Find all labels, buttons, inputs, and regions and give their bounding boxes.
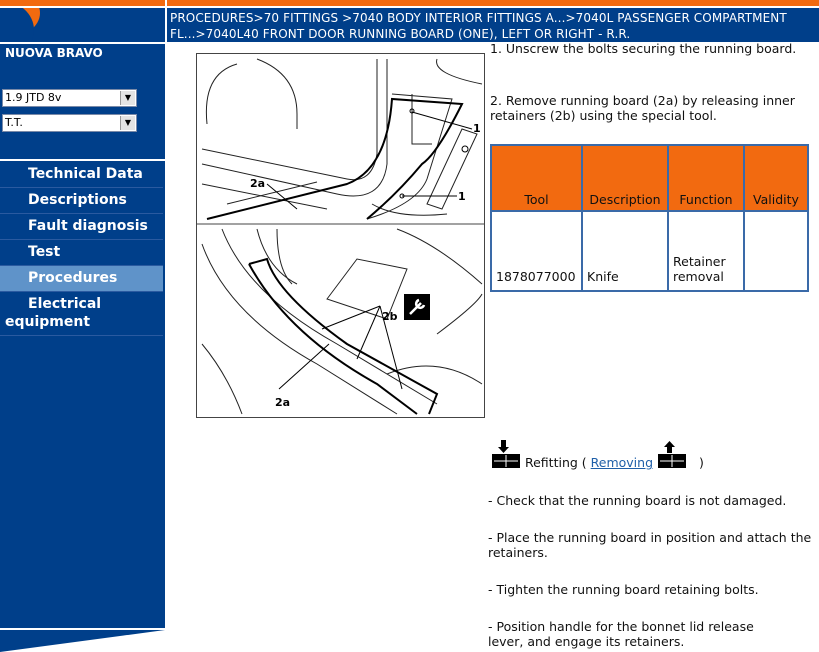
sidebar-bottom-wedge: [0, 630, 165, 652]
sidebar-item-fault-diagnosis[interactable]: Fault diagnosis: [0, 214, 163, 240]
cell-tool: 1878077000: [491, 211, 582, 291]
top-accent-bar: [0, 0, 819, 6]
engine-select-value: 1.9 JTD 8v: [5, 91, 62, 104]
tools-table: [490, 144, 809, 292]
procedure-illustration: [196, 53, 485, 418]
sidebar-item-procedures[interactable]: Procedures: [0, 266, 163, 292]
cell-description: Knife: [582, 211, 668, 291]
sidebar-item-descriptions[interactable]: Descriptions: [0, 188, 163, 214]
removing-icon: [657, 440, 687, 470]
breadcrumb: PROCEDURES>70 FITTINGS >7040 BODY INTERIOR FITTINGS A...>7040L PASSENGER COMPARTMENT FL...>7040L40 FRONT DOOR RUNNING BOARD (ONE), LEFT OR RIGHT - R.R.: [167, 8, 819, 42]
sidebar-nav: [0, 162, 163, 336]
header-function: Function: [668, 145, 744, 211]
refit-step-3: - Tighten the running board retaining bolts.: [488, 582, 759, 597]
table-header-row: [491, 145, 808, 211]
header-description: Description: [582, 145, 668, 211]
refitting-label: Refitting (: [524, 455, 587, 470]
chevron-down-icon[interactable]: ▼: [120, 116, 135, 130]
removing-link[interactable]: Removing: [590, 455, 654, 470]
refit-step-2: - Place the running board in position and attach the retainers.: [488, 530, 812, 560]
sidebar-divider: [0, 42, 165, 44]
logo-area: [0, 8, 165, 42]
running-board-drawing: [197, 54, 484, 417]
sidebar-item-test[interactable]: Test: [0, 240, 163, 266]
version-select[interactable]: [2, 114, 137, 132]
label-2b: 2b: [382, 310, 398, 323]
refit-step-4: - Position handle for the bonnet lid release lever, and engage its retainers.: [488, 619, 754, 649]
refitting-close: ): [698, 455, 704, 470]
version-select-value: T.T.: [5, 116, 23, 129]
chevron-down-icon[interactable]: ▼: [120, 91, 135, 105]
engine-select[interactable]: [2, 89, 137, 107]
label-2a-top: 2a: [250, 177, 266, 190]
nav-divider: [0, 159, 165, 161]
label-bolt-1: 1: [473, 122, 481, 135]
refitting-icon: [491, 440, 521, 470]
step-2: 2. Remove running board (2a) by releasing inner retainers (2b) using the special tool.: [490, 93, 795, 123]
cell-validity: [744, 211, 808, 291]
cell-function: Retainer removal: [668, 211, 744, 291]
label-2a-bottom: 2a: [275, 396, 291, 409]
step-1: 1. Unscrew the bolts securing the running board.: [490, 41, 797, 56]
refitting-heading: [491, 440, 704, 470]
header-tool: Tool: [491, 145, 582, 211]
sidebar-item-electrical-equipment[interactable]: Electrical equipment: [0, 292, 163, 336]
sidebar-item-technical-data[interactable]: Technical Data: [0, 162, 163, 188]
refit-step-1: - Check that the running board is not damaged.: [488, 493, 787, 508]
label-bolt-1b: 1: [458, 190, 466, 203]
vehicle-model: NUOVA BRAVO: [5, 46, 103, 60]
table-row: [491, 211, 808, 291]
header-validity: Validity: [744, 145, 808, 211]
